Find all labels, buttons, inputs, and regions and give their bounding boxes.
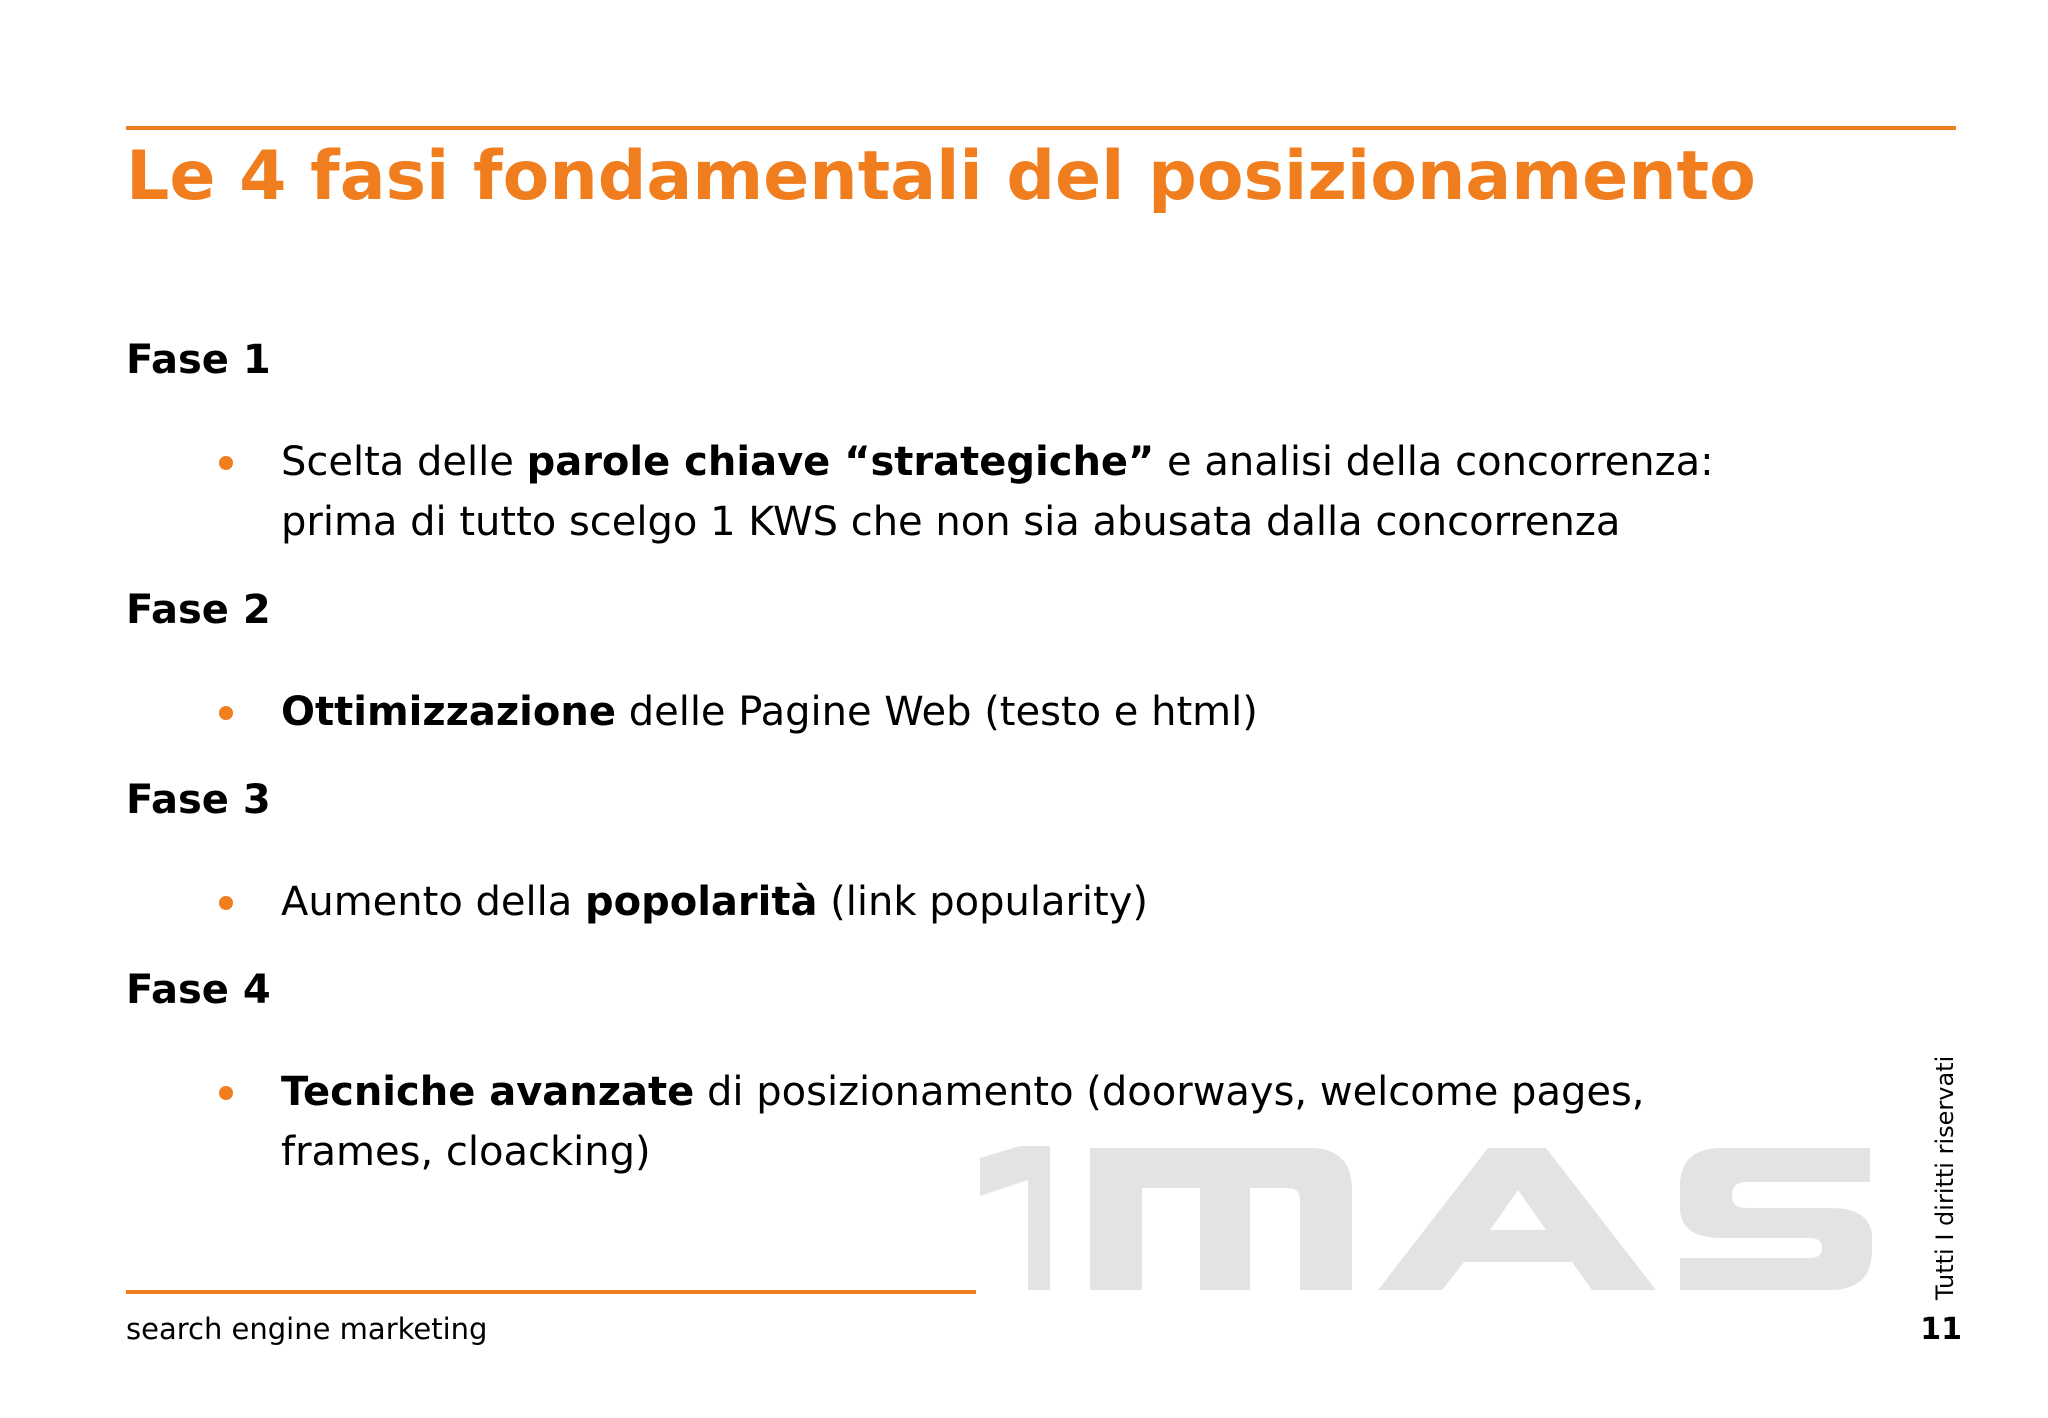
bullet-text-part: e analisi della concorrenza: prima di tutto scelgo 1 KWS che non sia abusata dalla concorrenza bbox=[281, 439, 1714, 545]
phase-bullet bbox=[281, 872, 1751, 932]
phase-1 bbox=[126, 330, 1846, 552]
bullet-text-part: (link popularity) bbox=[817, 879, 1148, 925]
title-divider bbox=[126, 126, 1956, 130]
slide-content bbox=[126, 330, 1846, 1182]
phase-heading: Fase 1 bbox=[126, 337, 271, 383]
phase-heading: Fase 2 bbox=[126, 587, 271, 633]
phase-heading: Fase 4 bbox=[126, 967, 271, 1013]
phase-bullet bbox=[281, 432, 1751, 552]
bullet-text-bold: parole chiave “strategiche” bbox=[526, 439, 1155, 485]
phase-2 bbox=[126, 580, 1846, 742]
bullet-dot-icon bbox=[219, 896, 233, 910]
bullet-text-bold: Ottimizzazione bbox=[281, 689, 616, 735]
bullet-dot-icon bbox=[219, 456, 233, 470]
bullet-text-part: Scelta delle bbox=[281, 439, 527, 485]
bullet-text bbox=[281, 689, 1258, 735]
bullet-text bbox=[281, 439, 1714, 545]
phase-3 bbox=[126, 770, 1846, 932]
phase-heading: Fase 3 bbox=[126, 777, 271, 823]
slide-title: Le 4 fasi fondamentali del posizionamento bbox=[126, 137, 1756, 216]
footer-text: search engine marketing bbox=[126, 1312, 488, 1346]
bullet-text-part: delle Pagine Web (testo e html) bbox=[615, 689, 1258, 735]
phase-bullet bbox=[281, 682, 1751, 742]
bullet-text-bold: popolarità bbox=[584, 879, 818, 925]
bullet-dot-icon bbox=[219, 706, 233, 720]
copyright-note: Tutti I diritti riservati bbox=[1931, 1055, 1959, 1300]
bullet-text-bold: Tecniche avanzate bbox=[281, 1069, 695, 1115]
bullet-text bbox=[281, 879, 1148, 925]
bullet-text-part: di posizionamento (doorways, welcome pages, frames, cloacking) bbox=[281, 1069, 1645, 1175]
1mas-logo-watermark bbox=[980, 1138, 1880, 1298]
bullet-dot-icon bbox=[219, 1086, 233, 1100]
footer-divider bbox=[126, 1290, 976, 1294]
bullet-text-part: Aumento della bbox=[281, 879, 585, 925]
page-number: 11 bbox=[1920, 1312, 1962, 1347]
